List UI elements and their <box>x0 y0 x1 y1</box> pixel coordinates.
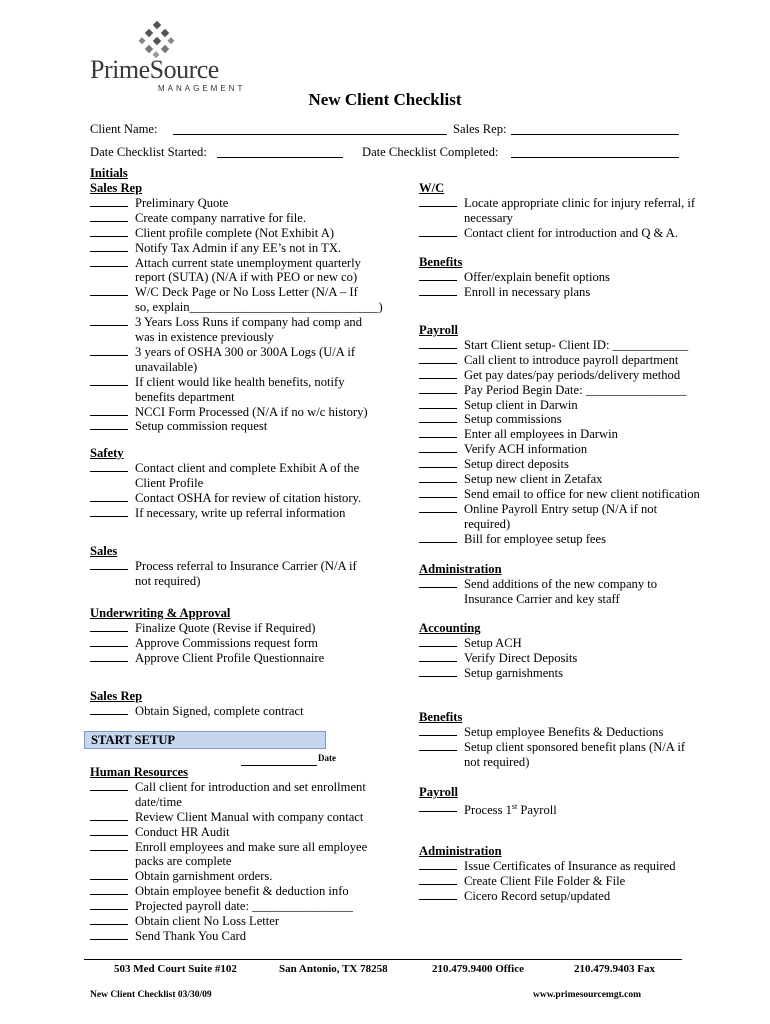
checkbox-line[interactable] <box>419 532 457 543</box>
checklist-item <box>90 928 247 944</box>
logo-wordmark: PrimeSource <box>90 55 219 84</box>
checklist-item <box>90 650 325 666</box>
checklist-item-text: Finalize Quote (Revise if Required) <box>135 620 316 635</box>
section-heading: Administration <box>419 562 502 576</box>
checklist-item-text: date/time <box>135 794 182 809</box>
section-heading: Sales Rep <box>90 181 143 195</box>
checklist-item-text: Contact OSHA for review of citation history. <box>135 490 362 505</box>
checklist-item <box>419 269 610 285</box>
checklist-item-text: Send Thank You Card <box>135 928 247 943</box>
checkbox-line[interactable] <box>90 884 128 895</box>
checkbox-line[interactable] <box>90 704 128 715</box>
checkbox-line[interactable] <box>419 577 457 588</box>
checklist-item <box>90 505 346 521</box>
checklist-item <box>419 397 578 413</box>
checklist-item-text: Setup commission request <box>135 419 268 434</box>
checkbox-line[interactable] <box>90 810 128 821</box>
checklist-item <box>419 472 603 487</box>
date-started-label: Date Checklist Started: <box>90 145 207 159</box>
start-setup-label: START SETUP <box>91 733 176 747</box>
checklist-item <box>90 635 318 651</box>
checklist-item-text: Obtain client No Loss Letter <box>135 914 280 928</box>
checklist-item <box>90 315 363 344</box>
checklist-item-text: Start Client setup- Client ID: ____________ <box>464 337 689 352</box>
checklist-item-text: If client would like health benefits, notify <box>135 374 345 389</box>
checkbox-line[interactable] <box>419 457 457 468</box>
checklist-item <box>419 412 562 427</box>
checklist-item-text: Obtain employee benefit & deduction info <box>135 884 349 899</box>
checklist-item <box>90 869 273 884</box>
footer-city: San Antonio, TX 78258 <box>279 963 388 975</box>
checkbox-line[interactable] <box>90 491 128 502</box>
logo-subtitle: MANAGEMENT <box>158 84 246 93</box>
checklist-item-text: Cicero Record setup/updated <box>464 888 611 903</box>
checkbox-line[interactable] <box>90 196 128 207</box>
checkbox-line[interactable] <box>419 353 457 364</box>
checkbox-line[interactable] <box>419 874 457 885</box>
footer-form-id: New Client Checklist 03/30/09 <box>90 990 212 1000</box>
checklist-item <box>90 225 335 241</box>
checkbox-line[interactable] <box>419 427 457 438</box>
checklist-item <box>90 285 383 315</box>
checklist-item-text: unavailable) <box>135 359 198 374</box>
process-first-payroll-label: Process 1st Payroll <box>464 802 557 818</box>
checkbox-line[interactable] <box>419 383 457 394</box>
checklist-item-text: Offer/explain benefit options <box>464 269 610 284</box>
checklist-item-text: Enroll employees and make sure all employee <box>135 839 368 854</box>
checklist-item <box>419 650 578 666</box>
section-heading: Accounting <box>419 621 481 635</box>
checklist-item-text: Attach current state unemployment quarterly <box>135 255 361 270</box>
checkbox-line[interactable] <box>419 270 457 281</box>
footer-phone: 210.479.9400 Office <box>432 963 524 975</box>
checklist-item <box>419 665 563 681</box>
primesource-logo-icon <box>136 20 178 60</box>
checkbox-line[interactable] <box>90 914 128 925</box>
checklist-item-text: Client profile complete (Not Exhibit A) <box>135 225 335 240</box>
checkbox-line[interactable] <box>90 211 128 222</box>
checklist-item-text: Create company narrative for file. <box>135 210 306 225</box>
checklist-item-text: Contact client and complete Exhibit A of the <box>135 460 360 475</box>
checklist-item <box>90 824 230 840</box>
start-setup-date-label: Date <box>318 753 336 763</box>
checkbox-line[interactable] <box>419 196 457 207</box>
checklist-item <box>419 352 679 368</box>
checkbox-line[interactable] <box>419 442 457 453</box>
checklist-item-text: NCCI Form Processed (N/A if no w/c history) <box>135 404 368 419</box>
checkbox-line[interactable] <box>419 285 457 296</box>
checklist-item <box>419 367 681 383</box>
checklist-item-text: not required) <box>135 573 201 588</box>
checkbox-line[interactable] <box>90 929 128 940</box>
checklist-item <box>419 382 687 398</box>
checkbox-line[interactable] <box>419 889 457 900</box>
checkbox-line[interactable] <box>419 368 457 379</box>
checklist-item <box>419 501 658 531</box>
checklist-item-text: Locate appropriate clinic for injury referral, if <box>464 195 696 210</box>
footer-website: www.primesourcemgt.com <box>533 990 641 1000</box>
checklist-item-text: Call client to introduce payroll department <box>464 352 679 367</box>
client-name-label: Client Name: <box>90 122 158 136</box>
checklist-item-text: Approve Client Profile Questionnaire <box>135 650 325 665</box>
sales-rep-field[interactable] <box>511 134 679 135</box>
checklist-item-text: Approve Commissions request form <box>135 635 318 650</box>
checklist-item-text: Issue Certificates of Insurance as required <box>464 858 676 873</box>
page-title: New Client Checklist <box>308 90 462 109</box>
checklist-item-text: 3 Years Loss Runs if company had comp and <box>135 315 363 330</box>
footer-divider <box>84 959 682 960</box>
checklist-item-text: Client Profile <box>135 475 204 490</box>
section-heading: W/C <box>419 181 445 195</box>
checklist-item <box>419 442 588 457</box>
checkbox-line[interactable] <box>90 345 128 356</box>
checklist-item-text: Review Client Manual with company contact <box>135 809 364 824</box>
checkbox-line[interactable] <box>419 226 457 237</box>
checkbox-line[interactable] <box>419 487 457 498</box>
checklist-item-text: Setup direct deposits <box>464 457 569 472</box>
checklist-item <box>419 724 664 740</box>
checklist-item <box>90 558 357 588</box>
checklist-item <box>90 899 353 914</box>
checklist-item <box>419 427 618 442</box>
checklist-item-text: Setup client sponsored benefit plans (N/A if <box>464 739 686 754</box>
checklist-item-text: Setup employee Benefits & Deductions <box>464 724 664 739</box>
checklist-item <box>90 914 280 929</box>
checkbox-line[interactable] <box>90 375 128 386</box>
checkbox-line[interactable] <box>90 506 128 517</box>
checklist-item <box>90 779 366 809</box>
checklist-item-text: Verify Direct Deposits <box>464 650 578 665</box>
checklist-item-text: Verify ACH information <box>464 442 588 457</box>
checkbox-line[interactable] <box>419 651 457 662</box>
checkbox-line[interactable] <box>90 780 128 791</box>
checklist-item-text: necessary <box>464 210 513 225</box>
checkbox-line[interactable] <box>419 338 457 349</box>
checklist-item <box>419 739 686 769</box>
checklist-item-text: was in existence previously <box>135 329 274 344</box>
checkbox-line[interactable] <box>90 825 128 836</box>
checkbox-line[interactable] <box>419 398 457 409</box>
checklist-item-text: Pay Period Begin Date: ________________ <box>464 382 687 397</box>
checklist-item-text: Projected payroll date: ________________ <box>135 899 353 914</box>
checklist-item-text: 3 years of OSHA 300 or 300A Logs (U/A if <box>135 344 356 359</box>
date-completed-label: Date Checklist Completed: <box>362 145 499 159</box>
checkbox-line[interactable] <box>419 502 457 513</box>
checkbox-line[interactable] <box>90 869 128 880</box>
checklist-item-text: Call client for introduction and set enrollment <box>135 779 366 794</box>
checkbox-line[interactable] <box>419 740 457 751</box>
checklist-item <box>419 873 626 889</box>
checklist-item <box>419 457 569 472</box>
checklist-item-text: Contact client for introduction and Q & A. <box>464 225 679 240</box>
checklist-item-text: required) <box>464 516 511 531</box>
initials-heading: Initials <box>90 166 128 180</box>
checklist-item <box>419 225 679 241</box>
checklist-item <box>90 419 268 434</box>
payroll-2-item <box>419 800 689 818</box>
checkbox-line[interactable] <box>90 419 128 430</box>
footer-address: 503 Med Court Suite #102 <box>114 963 237 975</box>
checklist-item-text: Obtain Signed, complete contract <box>135 703 304 718</box>
section-heading: Sales <box>90 544 118 558</box>
section-heading: Payroll <box>419 323 458 337</box>
checklist-item-text: Get pay dates/pay periods/delivery method <box>464 367 681 382</box>
checklist-item <box>90 240 342 256</box>
checklist-item-text: If necessary, write up referral information <box>135 505 346 520</box>
checklist-item-text: Setup client in Darwin <box>464 397 578 412</box>
checkbox-line[interactable] <box>419 472 457 483</box>
checklist-item <box>419 576 658 606</box>
checklist-item <box>90 404 368 420</box>
checkbox-line[interactable] <box>90 285 128 296</box>
checklist-item-text: Send email to office for new client notification <box>464 486 700 501</box>
checkbox-line[interactable] <box>419 412 457 423</box>
date-started-field[interactable] <box>217 157 343 158</box>
checkbox-line[interactable] <box>419 725 457 736</box>
checklist-item-text: packs are complete <box>135 854 232 869</box>
checklist-item <box>419 486 700 502</box>
checklist-item <box>90 460 360 490</box>
checkbox-line[interactable] <box>90 559 128 570</box>
checklist-item <box>419 531 606 547</box>
checklist-item <box>90 703 304 719</box>
checkbox-line[interactable] <box>419 666 457 677</box>
payroll-2-heading: Payroll <box>419 785 458 799</box>
checklist-item <box>90 210 306 226</box>
checkbox-line[interactable] <box>90 636 128 647</box>
checkbox-line[interactable] <box>90 315 128 326</box>
checkbox-line[interactable] <box>90 621 128 632</box>
checklist-item-text: Setup new client in Zetafax <box>464 472 603 486</box>
checkbox-line[interactable] <box>90 651 128 662</box>
start-setup-date-field[interactable] <box>241 765 317 766</box>
checklist-item-text: Preliminary Quote <box>135 195 229 210</box>
checklist-item-text: Online Payroll Entry setup (N/A if not <box>464 501 658 516</box>
checklist-item-text: Bill for employee setup fees <box>464 531 606 546</box>
checkbox-line[interactable] <box>419 636 457 647</box>
sales-rep-label: Sales Rep: <box>453 122 507 136</box>
checklist-item <box>419 635 522 651</box>
section-heading: Administration <box>419 844 502 858</box>
checklist-item <box>419 337 689 353</box>
checklist-item <box>90 809 364 825</box>
section-heading: Benefits <box>419 255 463 269</box>
checklist-item-text: Create Client File Folder & File <box>464 873 626 888</box>
checklist-item <box>90 620 316 636</box>
checklist-item <box>90 884 349 899</box>
checklist-item-text: Enter all employees in Darwin <box>464 427 618 442</box>
checklist-item <box>90 839 368 869</box>
section-heading: Benefits <box>419 710 463 724</box>
checklist-item <box>90 374 345 404</box>
checklist-item-text: Setup garnishments <box>464 665 563 680</box>
checkbox-line[interactable] <box>90 241 128 252</box>
checklist-item-text: W/C Deck Page or No Loss Letter (N/A – If <box>135 285 358 300</box>
checklist-item-text: Enroll in necessary plans <box>464 284 591 299</box>
checklist-item-text: Notify Tax Admin if any EE’s not in TX. <box>135 240 342 255</box>
client-name-field[interactable] <box>173 134 447 135</box>
checkbox-line[interactable] <box>419 800 457 812</box>
checklist-item <box>90 195 229 211</box>
date-completed-field[interactable] <box>511 157 679 158</box>
checklist-item-text: Insurance Carrier and key staff <box>464 591 620 606</box>
checklist-item-text: Obtain garnishment orders. <box>135 869 273 884</box>
checklist-item-text: Setup ACH <box>464 635 522 650</box>
checkbox-line[interactable] <box>90 256 128 267</box>
checklist-item-text: Process referral to Insurance Carrier (N/A if <box>135 558 357 573</box>
checklist-item-text: benefits department <box>135 389 235 404</box>
checklist-item <box>419 858 676 874</box>
checkbox-line[interactable] <box>90 405 128 416</box>
checklist-item <box>419 888 611 904</box>
start-setup-banner <box>84 731 326 749</box>
section-heading: Human Resources <box>90 765 189 779</box>
checklist-item-text: report (SUTA) (N/A if with PEO or new co) <box>135 270 358 285</box>
checklist-item-text: Send additions of the new company to <box>464 576 658 591</box>
checkbox-line[interactable] <box>90 226 128 237</box>
checklist-item <box>90 490 362 506</box>
section-heading: Sales Rep <box>90 689 143 703</box>
checklist-item <box>90 344 356 374</box>
section-heading: Underwriting & Approval <box>90 606 231 620</box>
checklist-item <box>419 284 591 300</box>
section-heading: Safety <box>90 446 124 460</box>
checkbox-line[interactable] <box>90 840 128 851</box>
checkbox-line[interactable] <box>90 899 128 910</box>
checklist-item <box>419 195 696 225</box>
footer-fax: 210.479.9403 Fax <box>574 963 655 975</box>
checkbox-line[interactable] <box>90 461 128 472</box>
checklist-item-text: so, explain______________________________) <box>135 300 383 315</box>
checklist-item-text: Setup commissions <box>464 412 562 427</box>
checklist-item-text: Conduct HR Audit <box>135 824 230 839</box>
checklist-item-text: not required) <box>464 754 530 769</box>
checklist-item <box>90 255 361 285</box>
checkbox-line[interactable] <box>419 859 457 870</box>
